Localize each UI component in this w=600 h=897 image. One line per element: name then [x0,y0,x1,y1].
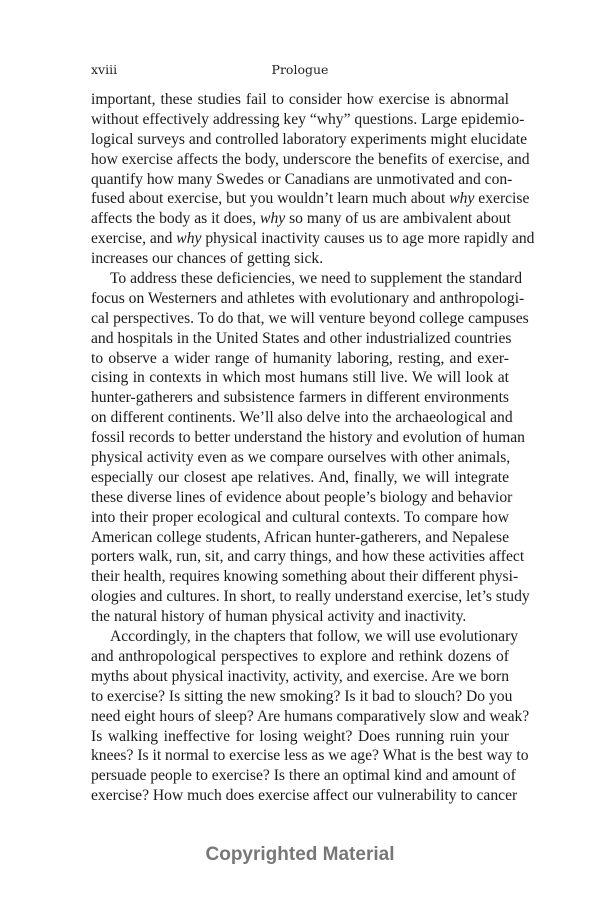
text-segment: cal perspectives. To do that, we will venture beyond college campuses [91,309,529,327]
text-segment: cising in contexts in which most humans still live. We will look at [91,369,509,387]
text-line [91,150,530,170]
italic-text: why [449,190,475,208]
text-segment: To address these deficiencies, we need to supplement the standard [110,270,523,288]
text-segment: Accordingly, in the chapters that follow, we will use evolutionary [110,628,519,646]
text-segment: increases our chances of getting sick. [91,250,324,268]
text-line [91,707,530,727]
text-line [91,547,525,567]
text-line [91,587,530,607]
text-segment: and anthropological perspectives to explore and rethink dozens of [91,647,509,665]
text-segment: on different continents. We’ll also delve into the archaeological and [91,409,513,427]
text-segment: into their proper ecological and cultural contexts. To compare how [91,508,509,526]
text-line [91,468,509,488]
text-segment: hunter-gatherers and subsistence farmers in different environments [91,389,509,407]
text-line [91,368,509,388]
text-segment: without effectively addressing key “why” questions. Large epidemio- [91,110,525,128]
italic-text: why [176,230,202,248]
text-line [91,667,509,687]
text-line [91,687,513,707]
text-segment: to observe a wider range of humanity laboring, resting, and exer- [91,349,509,367]
text-line [91,786,518,806]
text-segment: especially our closest ape relatives. And, finally, we will integrate [91,468,509,486]
text-segment: the natural history of human physical activity and inactivity. [91,608,467,626]
text-segment: and hospitals in the United States and other industrialized countries [91,329,512,347]
text-line [91,448,509,468]
text-line [91,209,509,229]
text-segment: these diverse lines of evidence about people’s biology and behavior [91,488,513,506]
text-line [91,110,525,130]
text-segment: ologies and cultures. In short, to really understand exercise, let’s study [91,588,530,606]
body-text [91,90,535,806]
text-segment: porters walk, run, sit, and carry things, and how these activities affect [91,548,525,566]
text-line [91,309,529,329]
text-segment: American college students, African hunter-gatherers, and Nepalese [91,528,509,546]
text-segment: physical activity even as we compare ourselves with other animals, [91,449,511,467]
text-line [91,627,519,647]
text-line [91,727,509,747]
text-segment: focus on Westerners and athletes with evolutionary and anthropologi- [91,289,525,307]
text-line [91,329,512,349]
text-segment: their health, requires knowing something about their different physi- [91,568,519,586]
page-number: xviii [91,62,118,77]
text-line [91,528,509,548]
text-line [91,269,523,289]
text-line [91,189,530,209]
text-line [91,130,528,150]
text-segment: need eight hours of sleep? Are humans comparatively slow and weak? [91,707,530,725]
text-line [91,289,525,309]
text-segment: important, these studies fail to consider how exercise is abnormal [91,91,509,108]
text-segment: knees? Is it normal to exercise less as we age? What is the best way to [91,747,529,765]
text-line [91,388,509,408]
italic-text: why [260,210,286,228]
text-line [91,249,509,269]
text-line [91,746,529,766]
text-line [91,170,513,190]
text-segment: fused about exercise, but you wouldn’t learn much about [91,190,450,208]
text-segment: persuade people to exercise? Is there an optimal kind and amount of [91,767,516,785]
text-segment: Is walking ineffective for losing weight? Does running ruin your [91,727,509,745]
text-segment: myths about physical inactivity, activity, and exercise. Are we born [91,667,510,685]
text-segment: exercise, and [91,230,177,248]
text-line [91,90,509,110]
text-line [91,567,519,587]
text-line [91,229,535,249]
text-segment: quantify how many Swedes or Canadians are unmotivated and con- [91,170,513,188]
copyright-watermark: Copyrighted Material [205,844,395,865]
text-line [91,349,509,369]
text-line [91,766,516,786]
text-segment: so many of us are ambivalent about [285,210,511,228]
text-line [91,647,509,667]
text-segment: exercise? How much does exercise affect our vulnerability to cancer [91,787,518,805]
text-segment: logical surveys and controlled laboratory experiments might elucidate [91,130,528,148]
text-line [91,508,509,528]
text-line [91,607,509,627]
running-header: Prologue [271,62,329,77]
text-segment: affects the body as it does, [91,210,261,228]
text-segment: exercise [474,190,530,208]
text-line [91,428,525,448]
text-segment: to exercise? Is sitting the new smoking? Is it bad to slouch? Do you [91,687,513,705]
text-segment: fossil records to better understand the history and evolution of human [91,429,525,447]
text-line [91,408,513,428]
text-line [91,488,513,508]
text-segment: how exercise affects the body, underscore the benefits of exercise, and [91,150,530,168]
text-segment: physical inactivity causes us to age more rapidly and [201,230,535,248]
